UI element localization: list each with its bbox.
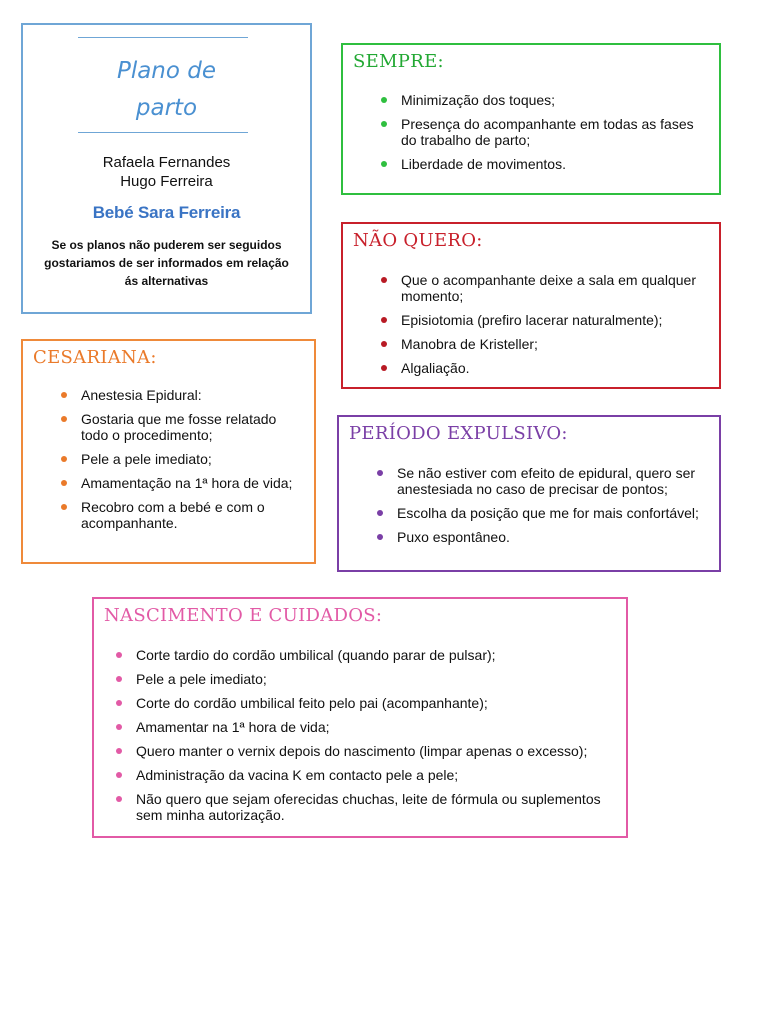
bullet-icon [381, 341, 387, 347]
bullet-icon [381, 97, 387, 103]
list-item [379, 156, 703, 172]
bullet-icon [116, 724, 122, 730]
list-item-text: Anestesia Epidural: [81, 387, 202, 403]
list-item-text: Manobra de Kristeller; [401, 336, 538, 352]
list-item [114, 743, 610, 759]
list-sempre [379, 92, 703, 180]
list-item [114, 719, 610, 735]
bullet-icon [381, 317, 387, 323]
list-item-text: Algaliação. [401, 360, 470, 376]
list-nascimento [114, 647, 610, 831]
list-item-text: Liberdade de movimentos. [401, 156, 566, 172]
bullet-icon [116, 796, 122, 802]
section-title-periodo-expulsivo: PERÍODO EXPULSIVO: [349, 423, 568, 444]
list-item [59, 451, 304, 467]
list-item [375, 529, 707, 545]
bullet-icon [377, 470, 383, 476]
list-item [379, 336, 703, 352]
list-item-text: Corte do cordão umbilical feito pelo pai (acompanhante); [136, 695, 488, 711]
list-item-text: Amamentação na 1ª hora de vida; [81, 475, 293, 491]
list-cesariana [59, 387, 304, 539]
list-item-text: Quero manter o vernix depois do nascimento (limpar apenas o excesso); [136, 743, 588, 759]
list-item-text: Escolha da posição que me for mais confortável; [397, 505, 699, 521]
list-item-text: Amamentar na 1ª hora de vida; [136, 719, 330, 735]
list-item-text: Pele a pele imediato; [136, 671, 267, 687]
bullet-icon [61, 416, 67, 422]
bullet-icon [116, 652, 122, 658]
bullet-icon [116, 700, 122, 706]
bullet-icon [381, 365, 387, 371]
list-item-text: Presença do acompanhante em todas as fases do trabalho de parto; [401, 116, 694, 148]
list-item [379, 92, 703, 108]
baby-name: Bebé Sara Ferreira [92, 203, 241, 222]
bullet-icon [377, 510, 383, 516]
list-item [59, 387, 304, 403]
list-item [379, 272, 703, 304]
list-item-text: Se não estiver com efeito de epidural, quero ser anestesiada no caso de precisar de pontos; [397, 465, 696, 497]
document-title [23, 53, 310, 127]
list-item-text: Minimização dos toques; [401, 92, 556, 108]
list-item [59, 411, 304, 443]
list-item [59, 475, 304, 491]
parent-name-2: Hugo Ferreira [120, 173, 213, 190]
list-item [59, 499, 304, 531]
list-item [379, 116, 703, 148]
list-item [114, 647, 610, 663]
list-item-text: Episiotomia (prefiro lacerar naturalmente); [401, 312, 663, 328]
section-title-sempre: SEMPRE: [353, 51, 444, 72]
title-top-rule [78, 37, 248, 38]
bullet-icon [116, 748, 122, 754]
bullet-icon [61, 480, 67, 486]
section-sempre [341, 43, 721, 195]
list-item [114, 695, 610, 711]
list-nao-quero [379, 272, 703, 384]
section-title-nascimento: NASCIMENTO E CUIDADOS: [104, 605, 383, 626]
bullet-icon [381, 277, 387, 283]
list-periodo-expulsivo [375, 465, 707, 553]
bullet-icon [61, 456, 67, 462]
bullet-icon [377, 534, 383, 540]
bullet-icon [61, 504, 67, 510]
list-item-text: Pele a pele imediato; [81, 451, 212, 467]
list-item-text: Puxo espontâneo. [397, 529, 510, 545]
list-item-text: Administração da vacina K em contacto pele a pele; [136, 767, 459, 783]
title-bottom-rule [78, 132, 248, 133]
section-periodo-expulsivo [337, 415, 721, 572]
parent-name-1: Rafaela Fernandes [102, 154, 231, 171]
list-item [114, 791, 610, 823]
section-title-nao-quero: NÃO QUERO: [353, 230, 483, 251]
list-item [379, 312, 703, 328]
bullet-icon [116, 772, 122, 778]
list-item [379, 360, 703, 376]
alternatives-note: Se os planos não puderem ser seguidos gostariamos de ser informados em relação ás alternativas [44, 238, 289, 288]
list-item-text: Recobro com a bebé e com o acompanhante. [81, 499, 265, 531]
list-item [375, 505, 707, 521]
bullet-icon [381, 161, 387, 167]
list-item [114, 767, 610, 783]
title-line-2: parto [135, 95, 198, 121]
parent-names [23, 153, 310, 191]
list-item [114, 671, 610, 687]
list-item-text: Que o acompanhante deixe a sala em qualquer momento; [401, 272, 696, 304]
section-cesariana [21, 339, 316, 564]
list-item-text: Gostaria que me fosse relatado todo o procedimento; [81, 411, 277, 443]
section-nascimento-cuidados [92, 597, 628, 838]
bullet-icon [116, 676, 122, 682]
title-card [21, 23, 312, 314]
section-nao-quero [341, 222, 721, 389]
bullet-icon [61, 392, 67, 398]
title-line-1: Plano de [116, 58, 217, 84]
section-title-cesariana: CESARIANA: [33, 347, 157, 368]
list-item [375, 465, 707, 497]
list-item-text: Não quero que sejam oferecidas chuchas, leite de fórmula ou suplementos sem minha autorização. [136, 791, 601, 823]
bullet-icon [381, 121, 387, 127]
list-item-text: Corte tardio do cordão umbilical (quando parar de pulsar); [136, 647, 496, 663]
